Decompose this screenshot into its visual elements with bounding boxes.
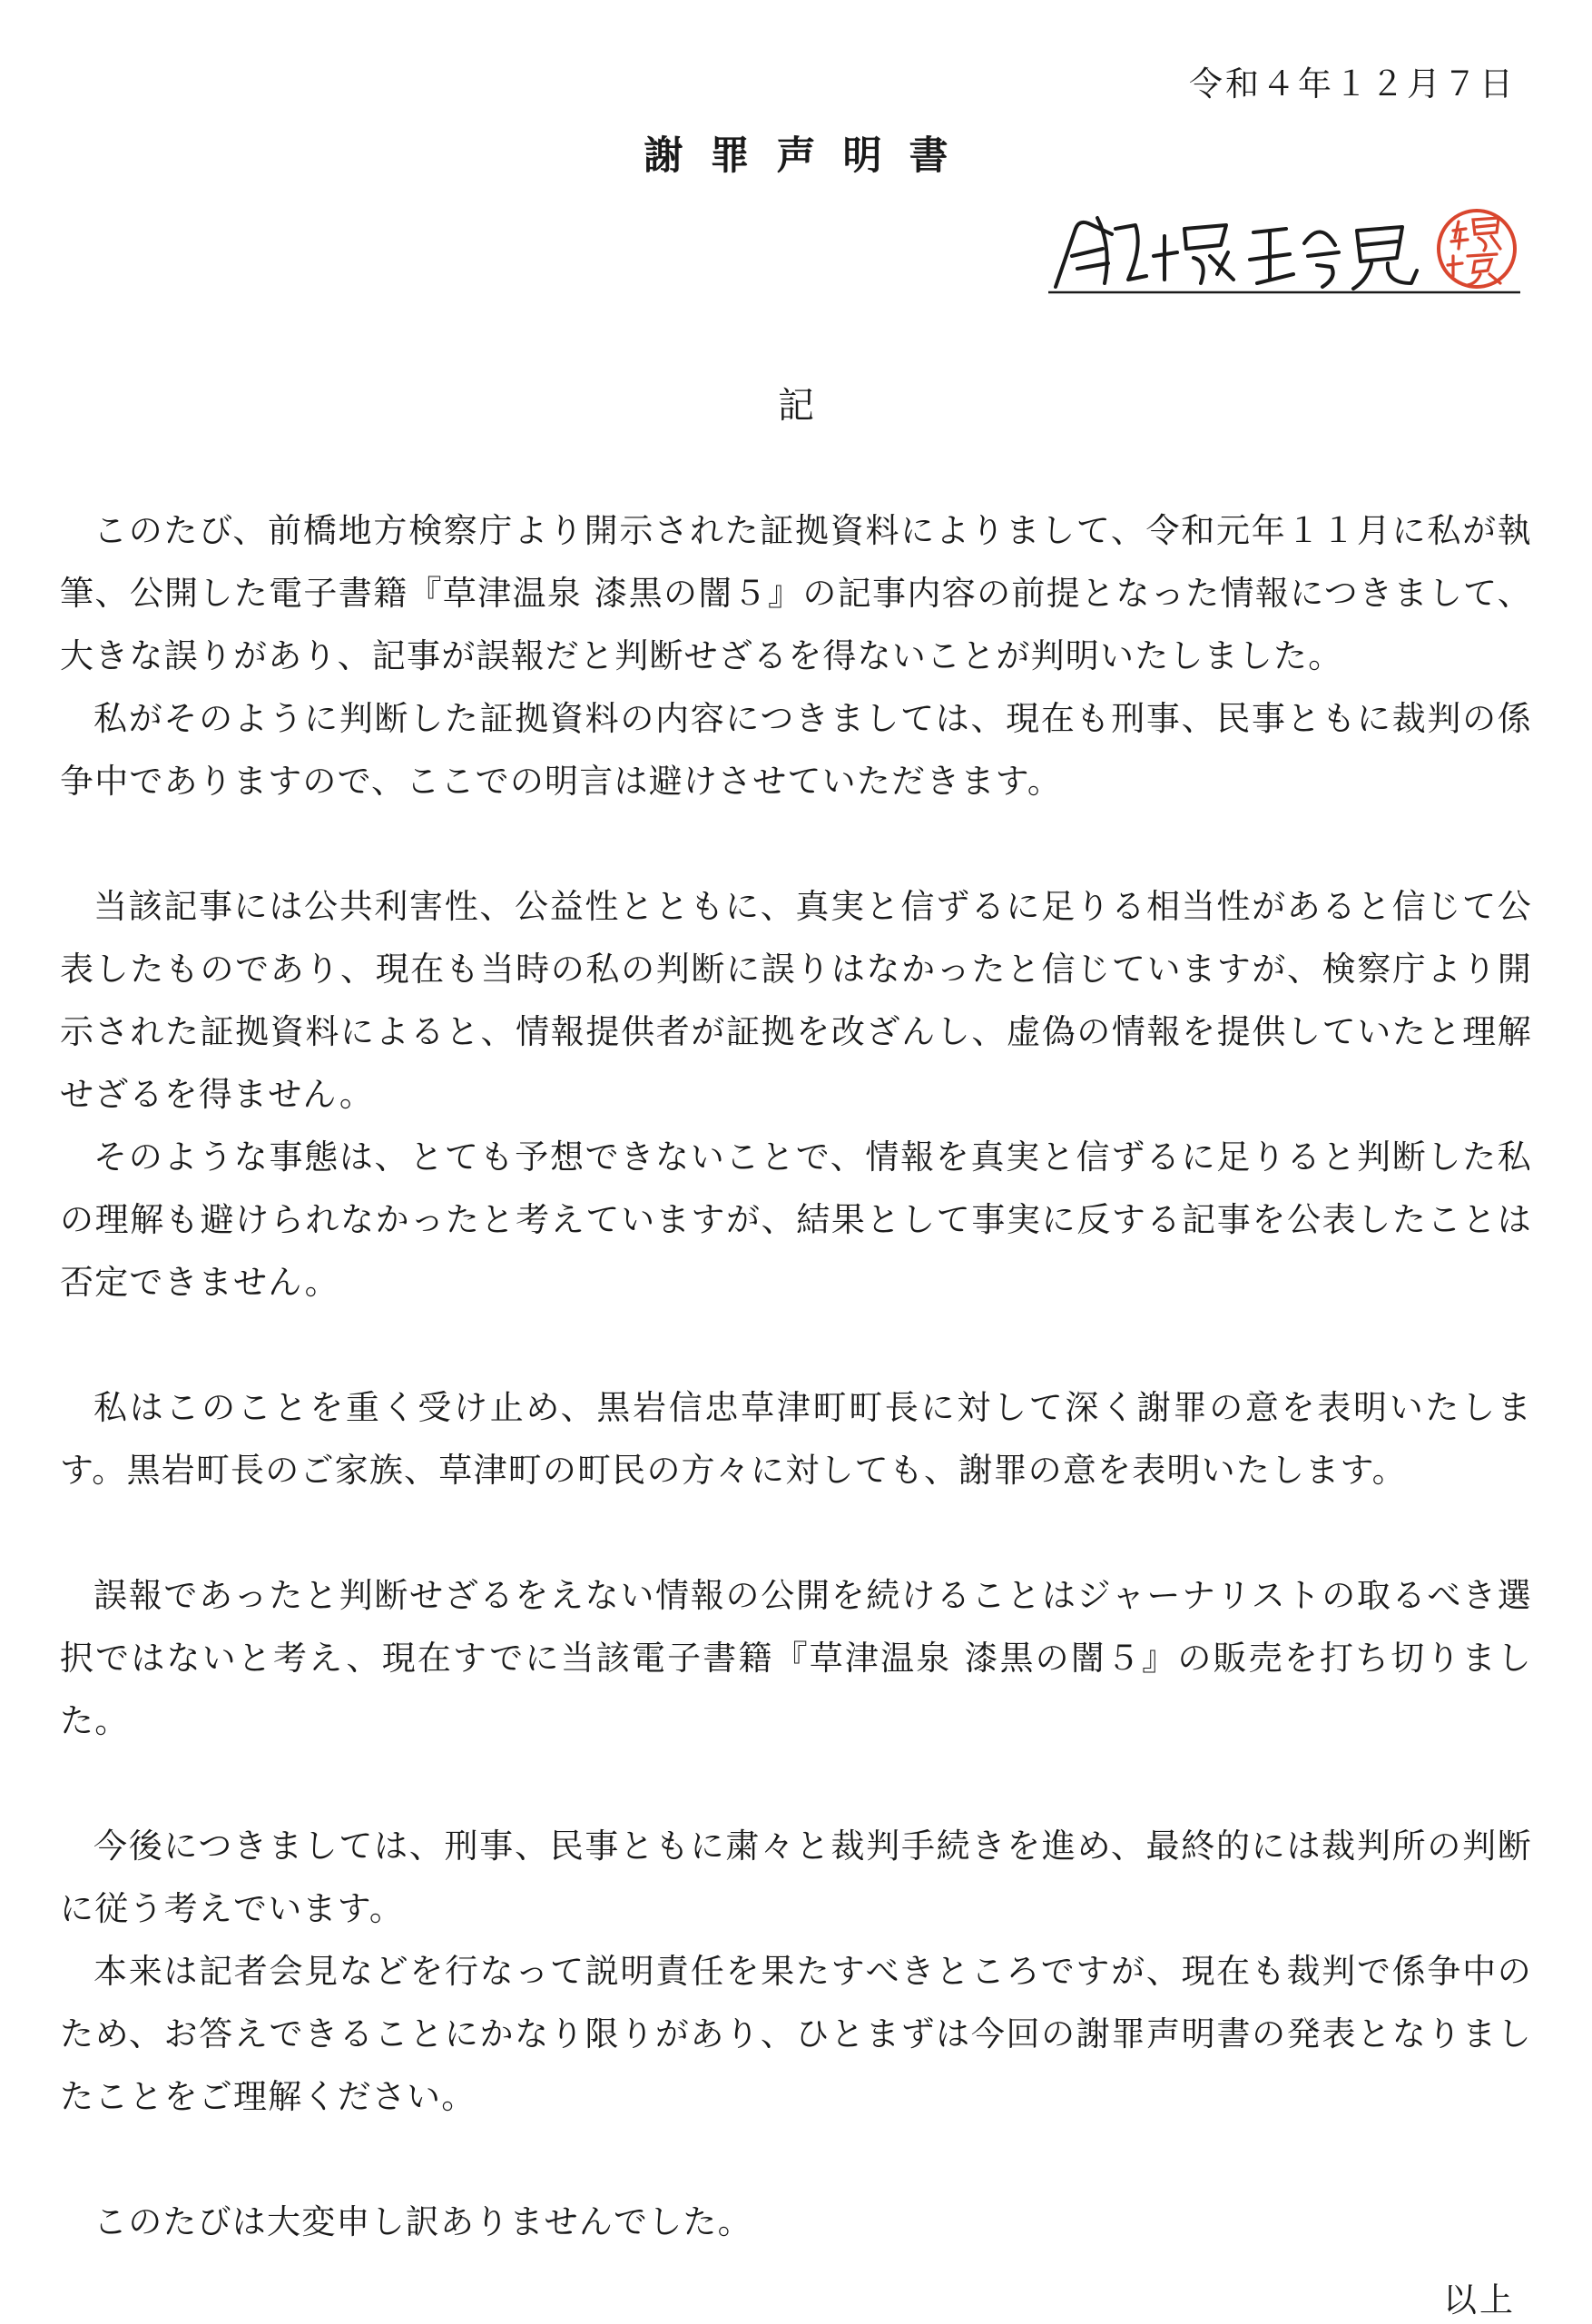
document-title: 謝罪声明書	[644, 133, 976, 179]
body-paragraph: 当該記事には公共利害性、公益性とともに、真実と信ずるに足りる相当性があると信じて公表したものであり、現在も当時の私の判断に誤りはなかったと信じていますが、検察庁より開示された証拠資料によると、情報提供者が証拠を改ざんし、虚偽の情報を提供していたと理解せざるを得ません。	[60, 887, 1532, 1114]
paragraph-gap	[60, 1314, 1532, 1376]
signature-block	[1048, 192, 1520, 305]
body-paragraph: そのような事態は、とても予想できないことで、情報を真実と信ずるに足りると判断した私の理解も避けられなかったと考えていますが、結果として事実に反する記事を公表したことは否定できません。	[60, 1137, 1532, 1302]
paragraph-gap	[60, 1502, 1532, 1564]
body-paragraph: 私がそのように判断した証拠資料の内容につきましては、現在も刑事、民事ともに裁判の係争中でありますので、ここでの明言は避けさせていただきます。	[60, 699, 1532, 801]
body-paragraph: 本来は記者会見などを行なって説明責任を果たすべきところですが、現在も裁判で係争中のため、お答えできることにかなり限りがあり、ひとまずは今回の謝罪声明書の発表となりましたことをご理解ください。	[60, 1952, 1532, 2116]
body-paragraph: 誤報であったと判断せざるをえない情報の公開を続けることはジャーナリストの取るべき選択ではないと考え、現在すでに当該電子書籍『草津温泉 漆黒の闇５』の販売を打ち切りました。	[60, 1576, 1532, 1740]
paragraph-gap	[60, 812, 1532, 875]
handwritten-signature	[1048, 192, 1520, 305]
seal-stamp	[1439, 211, 1515, 287]
body-paragraph: 私はこのことを重く受け止め、黒岩信忠草津町町長に対して深く謝罪の意を表明いたします。黒岩町長のご家族、草津町の町民の方々に対しても、謝罪の意を表明いたします。	[60, 1388, 1532, 1490]
ki-heading: 記	[778, 385, 814, 427]
document-body	[60, 499, 1532, 2253]
body-paragraph: このたびは大変申し訳ありませんでした。	[93, 2202, 752, 2241]
document-date: 令和４年１２月７日	[1189, 64, 1516, 103]
body-paragraph: 今後につきましては、刑事、民事ともに粛々と裁判手続きを進め、最終的には裁判所の判断に従う考えでいます。	[60, 1827, 1532, 1928]
closing-mark: 以上	[1443, 2280, 1516, 2319]
body-paragraph: このたび、前橋地方検察庁より開示された証拠資料によりまして、令和元年１１月に私が執筆、公開した電子書籍『草津温泉 漆黒の闇５』の記事内容の前提となった情報につきまして、大きな誤りがあり、記事が誤報だと判断せざるを得ないことが判明いたしました。	[60, 511, 1532, 675]
paragraph-gap	[60, 1752, 1532, 1815]
paragraph-gap	[60, 2128, 1532, 2191]
signature-strokes	[1056, 218, 1417, 289]
